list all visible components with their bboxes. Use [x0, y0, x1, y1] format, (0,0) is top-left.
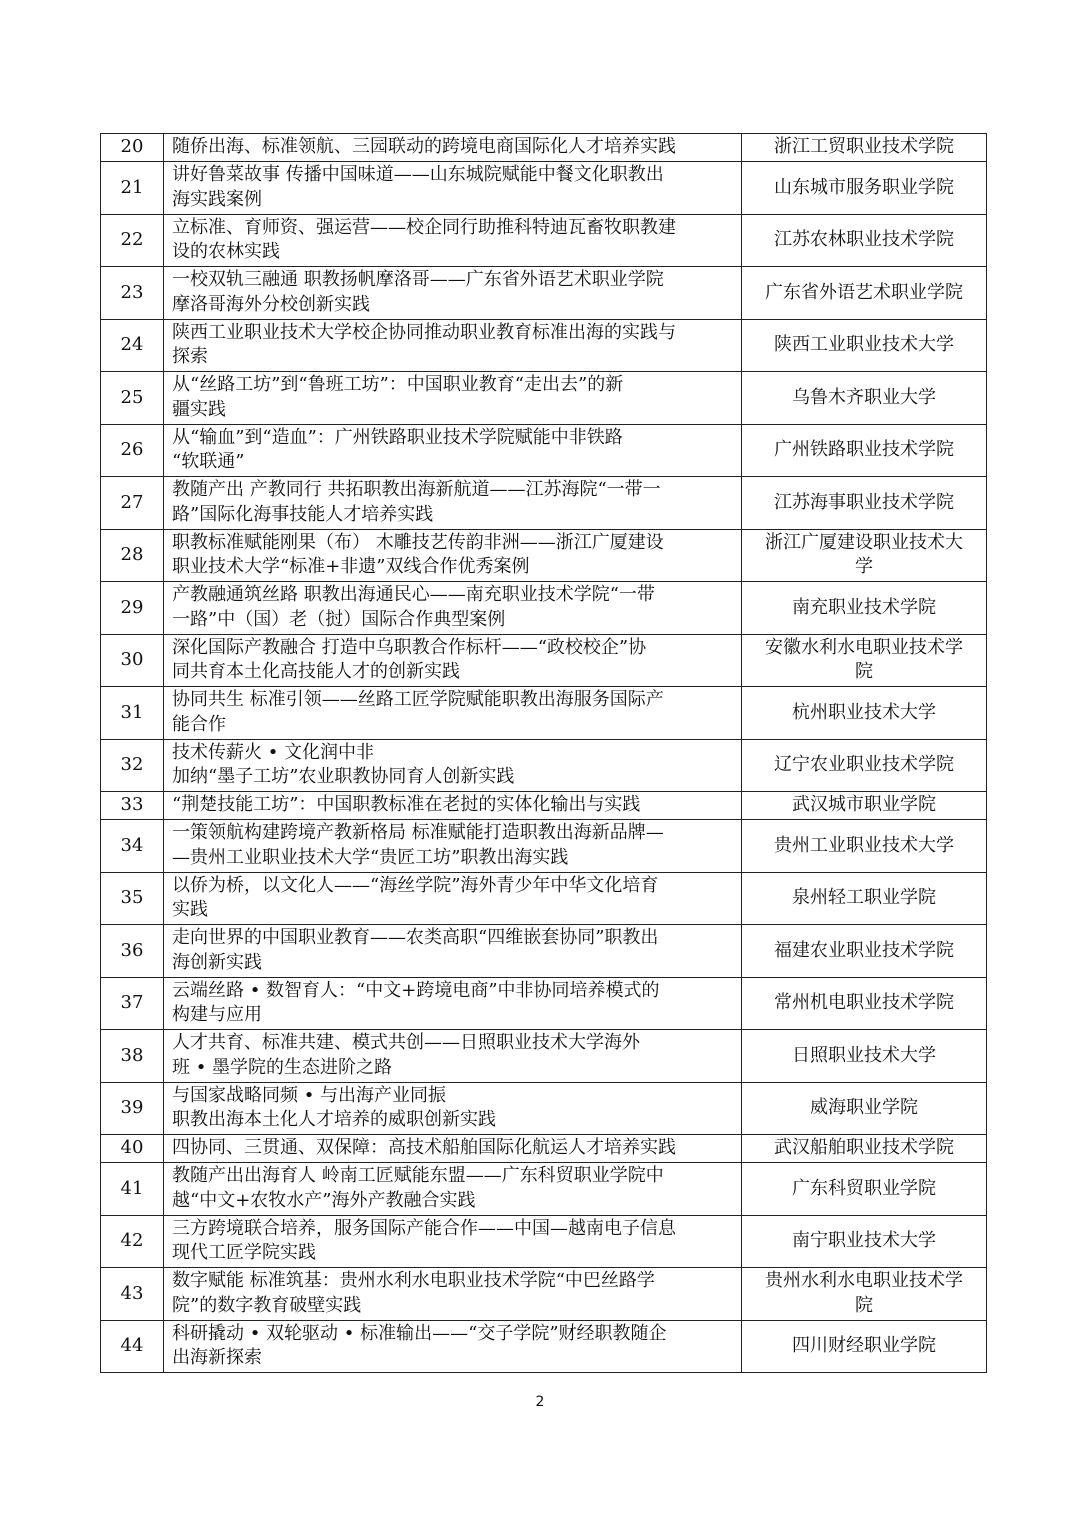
school-name-line: 南宁职业技术大学: [792, 1230, 936, 1251]
row-number: 32: [101, 739, 164, 792]
case-title-line: 疆实践: [172, 398, 226, 420]
school-name: [742, 134, 987, 162]
case-title: [164, 319, 742, 372]
school-name-line: 武汉船舶职业技术学院: [774, 1137, 954, 1159]
case-title-line: 教随产出 产教同行 共拓职教出海新航道——江苏海院“一带一: [172, 479, 661, 501]
case-title: [164, 792, 742, 820]
row-number: 38: [101, 1030, 164, 1083]
case-title-line: 以侨为桥，以文化人——“海丝学院”海外青少年中华文化培育: [172, 874, 659, 896]
school-name-line: 广东科贸职业学院: [792, 1177, 936, 1199]
row-number: 30: [101, 634, 164, 687]
table-row: [101, 582, 987, 635]
case-title: [164, 162, 742, 215]
case-title-line: 产教融通筑丝路 职教出海通民心——南充职业技术学院“一带: [172, 584, 655, 606]
case-title: [164, 1082, 742, 1135]
school-name-line: 常州机电职业技术学院: [774, 992, 954, 1013]
case-title-line: “荆楚技能工坊”：中国职教标准在老挝的实体化输出与实践: [172, 794, 641, 816]
case-title-line: 四协同、三贯通、双保障：高技术船舶国际化航运人才培养实践: [172, 1137, 676, 1159]
case-title-line: 现代工匠学院实践: [172, 1242, 316, 1264]
school-name: [742, 739, 987, 792]
row-number: 24: [101, 319, 164, 372]
table-row: [101, 634, 987, 687]
case-title-line: 职教标准赋能刚果（布） 木雕技艺传韵非洲——浙江广厦建设: [172, 531, 664, 553]
case-title: [164, 424, 742, 477]
table-row: [101, 872, 987, 925]
school-name: [742, 925, 987, 978]
school-name-line: 浙江工贸职业技术学院: [774, 136, 954, 158]
school-name-line: 泉州轻工职业学院: [792, 887, 936, 908]
row-number: 36: [101, 925, 164, 978]
table-row: [101, 1030, 987, 1083]
case-title-line: 教随产出出海育人 岭南工匠赋能东盟——广东科贸职业学院中: [172, 1165, 664, 1187]
table-row: [101, 267, 987, 320]
school-name-line: 日照职业技术大学: [792, 1044, 936, 1066]
case-title-line: 陕西工业职业技术大学校企协同推动职业教育标准出海的实践与: [172, 321, 676, 343]
case-title: [164, 687, 742, 740]
school-name-line: 院: [855, 661, 873, 683]
case-title: [164, 977, 742, 1030]
case-title-line: 摩洛哥海外分校创新实践: [172, 293, 370, 315]
case-title-line: 同共育本土化高技能人才的创新实践: [172, 661, 460, 683]
case-title-line: 职业技术大学“标准+非遗”双线合作优秀案例: [172, 556, 530, 578]
case-title-line: 探索: [172, 346, 208, 368]
school-name-line: 福建农业职业技术学院: [774, 939, 954, 961]
table-row: [101, 1163, 987, 1216]
school-name-line: 浙江广厦建设职业技术大: [765, 531, 963, 553]
case-title: [164, 582, 742, 635]
row-number: 35: [101, 872, 164, 925]
school-name: [742, 267, 987, 320]
case-title: [164, 372, 742, 425]
case-title: [164, 925, 742, 978]
row-number: 43: [101, 1268, 164, 1321]
row-number: 25: [101, 372, 164, 425]
case-title-line: 一校双轨三融通 职教扬帆摩洛哥——广东省外语艺术职业学院: [172, 269, 664, 291]
school-name-line: 辽宁农业职业技术学院: [774, 754, 954, 775]
school-name: [742, 477, 987, 530]
school-name-line: 贵州工业职业技术大学: [774, 834, 954, 856]
school-name: [742, 977, 987, 1030]
table-row: [101, 424, 987, 477]
school-name: [742, 792, 987, 820]
school-name: [742, 1215, 987, 1268]
table-row: [101, 1135, 987, 1163]
row-number: 37: [101, 977, 164, 1030]
table-row: [101, 687, 987, 740]
case-title-line: 技术传薪火 • 文化润中非: [172, 741, 375, 763]
case-title-line: 海创新实践: [172, 951, 262, 973]
school-name: [742, 1082, 987, 1135]
case-title-line: 从“输血”到“造血”：广州铁路职业技术学院赋能中非铁路: [172, 426, 623, 448]
row-number: 20: [101, 134, 164, 162]
school-name-line: 武汉城市职业学院: [792, 794, 936, 816]
case-title-line: 出海新探索: [172, 1347, 262, 1369]
school-name-line: 山东城市服务职业学院: [774, 176, 954, 198]
school-name: [742, 634, 987, 687]
row-number: 44: [101, 1320, 164, 1373]
case-title-line: 立标准、育师资、强运营——校企同行助推科特迪瓦畜牧职教建: [172, 216, 676, 238]
table-row: [101, 372, 987, 425]
school-name-line: 四川财经职业学院: [792, 1335, 936, 1356]
case-title-line: 人才共育、标准共建、模式共创——日照职业技术大学海外: [172, 1032, 640, 1054]
table-row: [101, 134, 987, 162]
case-title: [164, 477, 742, 530]
row-number: 22: [101, 214, 164, 267]
row-number: 39: [101, 1082, 164, 1135]
school-name-line: 乌鲁木齐职业大学: [792, 386, 936, 408]
school-name: [742, 582, 987, 635]
case-title-line: 数字赋能 标准筑基：贵州水利水电职业技术学院“中巴丝路学: [172, 1270, 655, 1292]
case-title-line: 能合作: [172, 713, 226, 735]
school-name-line: 江苏海事职业技术学院: [774, 491, 954, 513]
case-title: [164, 1163, 742, 1216]
table-row: [101, 739, 987, 792]
case-title-line: 云端丝路 • 数智育人：“中文+跨境电商”中非协同培养模式的: [172, 979, 660, 1001]
row-number: 40: [101, 1135, 164, 1163]
table-row: [101, 1268, 987, 1321]
table-row: [101, 477, 987, 530]
row-number: 29: [101, 582, 164, 635]
case-title: [164, 739, 742, 792]
school-name: [742, 687, 987, 740]
school-name: [742, 872, 987, 925]
row-number: 27: [101, 477, 164, 530]
row-number: 23: [101, 267, 164, 320]
case-title-line: 协同共生 标准引领——丝路工匠学院赋能职教出海服务国际产: [172, 689, 664, 711]
case-title-line: 深化国际产教融合 打造中乌职教合作标杆——“政校校企”协: [172, 636, 647, 658]
row-number: 34: [101, 820, 164, 873]
table-row: [101, 1215, 987, 1268]
school-name-line: 安徽水利水电职业技术学: [765, 636, 963, 658]
case-title-line: 构建与应用: [172, 1004, 262, 1026]
school-name: [742, 372, 987, 425]
case-title: [164, 1030, 742, 1083]
school-name: [742, 1135, 987, 1163]
case-list-table: [100, 133, 987, 1373]
case-title: [164, 1215, 742, 1268]
case-title-line: “软联通”: [172, 451, 245, 473]
case-title-line: 班 • 墨学院的生态进阶之路: [172, 1056, 393, 1078]
school-name-line: 南充职业技术学院: [792, 596, 936, 618]
school-name-line: 江苏农林职业技术学院: [774, 229, 954, 250]
row-number: 42: [101, 1215, 164, 1268]
school-name-line: 广东省外语艺术职业学院: [765, 281, 963, 303]
case-title: [164, 529, 742, 582]
school-name: [742, 1030, 987, 1083]
school-name-line: 广州铁路职业技术学院: [774, 439, 954, 460]
school-name: [742, 1320, 987, 1373]
school-name-line: 院: [855, 1294, 873, 1316]
school-name-line: 贵州水利水电职业技术学: [765, 1270, 963, 1292]
case-title-line: 越“中文+农牧水产”海外产教融合实践: [172, 1189, 476, 1211]
case-title-line: 路”国际化海事技能人才培养实践: [172, 503, 434, 525]
row-number: 41: [101, 1163, 164, 1216]
page-number: 2: [535, 1394, 545, 1410]
case-title-line: 一策领航构建跨境产教新格局 标准赋能打造职教出海新品牌—: [172, 822, 664, 844]
table-row: [101, 214, 987, 267]
table-row: [101, 162, 987, 215]
document-table-wrapper: [100, 133, 986, 1373]
case-title: [164, 134, 742, 162]
school-name-line: 学: [855, 556, 873, 578]
case-title: [164, 267, 742, 320]
case-title: [164, 214, 742, 267]
case-title-line: 职教出海本土化人才培养的威职创新实践: [172, 1109, 496, 1131]
case-title-line: 海实践案例: [172, 188, 262, 210]
table-row: [101, 1320, 987, 1373]
row-number: 33: [101, 792, 164, 820]
case-title: [164, 820, 742, 873]
school-name-line: 威海职业学院: [810, 1097, 918, 1118]
case-title-line: 随侨出海、标准领航、三园联动的跨境电商国际化人才培养实践: [172, 136, 676, 158]
case-title-line: 院”的数字教育破壁实践: [172, 1294, 362, 1316]
row-number: 21: [101, 162, 164, 215]
case-title-line: 实践: [172, 899, 208, 921]
row-number: 26: [101, 424, 164, 477]
table-row: [101, 820, 987, 873]
school-name: [742, 162, 987, 215]
school-name: [742, 1163, 987, 1216]
school-name: [742, 424, 987, 477]
row-number: 28: [101, 529, 164, 582]
table-row: [101, 977, 987, 1030]
table-row: [101, 925, 987, 978]
case-title-line: 三方跨境联合培养，服务国际产能合作——中国—越南电子信息: [172, 1217, 676, 1239]
case-title-line: 讲好鲁菜故事 传播中国味道——山东城院赋能中餐文化职教出: [172, 164, 664, 186]
row-number: 31: [101, 687, 164, 740]
school-name: [742, 1268, 987, 1321]
table-row: [101, 792, 987, 820]
case-title: [164, 1320, 742, 1373]
school-name-line: 杭州职业技术大学: [792, 701, 936, 723]
table-row: [101, 529, 987, 582]
table-body: [101, 134, 987, 1373]
case-title-line: 加纳“墨子工坊”农业职教协同育人创新实践: [172, 766, 515, 788]
case-title-line: —贵州工业职业技术大学“贵匠工坊”职教出海实践: [172, 846, 569, 868]
case-title-line: 一路”中（国）老（挝）国际合作典型案例: [172, 608, 506, 630]
school-name-line: 陕西工业职业技术大学: [774, 334, 954, 355]
case-title-line: 科研撬动 • 双轮驱动 • 标准输出——“交子学院”财经职教随企: [172, 1322, 667, 1344]
case-title-line: 从“丝路工坊”到“鲁班工坊”：中国职业教育“走出去”的新: [172, 374, 624, 396]
case-title: [164, 1268, 742, 1321]
case-title-line: 走向世界的中国职业教育——农类高职“四维嵌套协同”职教出: [172, 927, 659, 949]
school-name: [742, 529, 987, 582]
case-title-line: 设的农林实践: [172, 241, 280, 263]
case-title: [164, 634, 742, 687]
table-row: [101, 1082, 987, 1135]
case-title: [164, 1135, 742, 1163]
case-title-line: 与国家战略同频 • 与出海产业同振: [172, 1084, 447, 1106]
school-name: [742, 214, 987, 267]
case-title: [164, 872, 742, 925]
school-name: [742, 820, 987, 873]
table-row: [101, 319, 987, 372]
school-name: [742, 319, 987, 372]
